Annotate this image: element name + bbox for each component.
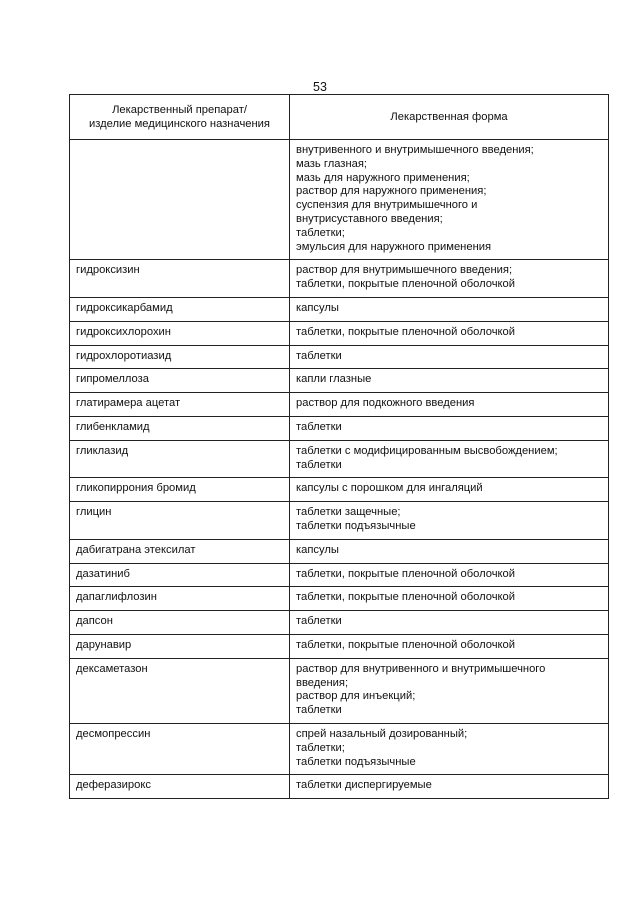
drug-name-cell xyxy=(70,658,290,723)
drug-name: дексаметазон xyxy=(76,662,148,675)
table-row xyxy=(70,611,609,635)
dosage-form-cell xyxy=(290,775,609,799)
dosage-form-line: капсулы xyxy=(296,301,339,314)
dosage-form-line: введения; xyxy=(296,676,349,689)
drug-name: гидроксикарбамид xyxy=(76,301,173,314)
header-dosage-form-line: Лекарственная форма xyxy=(390,111,508,124)
drug-name: глатирамера ацетат xyxy=(76,397,181,410)
drug-name: дазатиниб xyxy=(76,567,130,580)
drug-name-cell xyxy=(70,321,290,345)
dosage-form-line: суспензия для внутримышечного и xyxy=(296,199,478,212)
drug-name-cell xyxy=(70,345,290,369)
dosage-form-line: таблетки xyxy=(296,420,342,433)
drug-name: глицин xyxy=(76,506,112,519)
dosage-form-line: таблетки xyxy=(296,615,342,628)
dosage-form-line: мазь для наружного применения; xyxy=(296,171,470,184)
dosage-form-line: таблетки защечные; xyxy=(296,506,401,519)
table-row xyxy=(70,634,609,658)
drug-name-cell xyxy=(70,297,290,321)
dosage-form-line: таблетки, покрытые пленочной оболочкой xyxy=(296,567,516,580)
dosage-form-cell xyxy=(290,563,609,587)
dosage-form-cell xyxy=(290,502,609,540)
dosage-form-cell xyxy=(290,539,609,563)
dosage-form-line: раствор для внутримышечного введения; xyxy=(296,264,513,277)
table-header-row xyxy=(70,95,609,140)
dosage-form-line: спрей назальный дозированный; xyxy=(296,727,468,740)
dosage-form-line: капсулы с порошком для ингаляций xyxy=(296,482,483,495)
drug-name: дабигатрана этексилат xyxy=(76,543,196,556)
dosage-form-cell xyxy=(290,416,609,440)
drug-name: дарунавир xyxy=(76,638,132,651)
table-row xyxy=(70,416,609,440)
page-number: 53 xyxy=(313,80,327,94)
dosage-form-line: раствор для инъекций; xyxy=(296,690,416,703)
dosage-form-cell xyxy=(290,587,609,611)
table-row xyxy=(70,539,609,563)
dosage-form-cell xyxy=(290,393,609,417)
dosage-form-line: мазь глазная; xyxy=(296,157,368,170)
drug-name-cell xyxy=(70,478,290,502)
dosage-form-line: таблетки, покрытые пленочной оболочкой xyxy=(296,591,516,604)
dosage-form-line: внутрисуставного введения; xyxy=(296,212,443,225)
table-row xyxy=(70,297,609,321)
dosage-form-line: таблетки xyxy=(296,349,342,362)
dosage-form-cell xyxy=(290,140,609,260)
table-row xyxy=(70,140,609,260)
dosage-form-line: внутривенного и внутримышечного введения; xyxy=(296,144,534,156)
drug-name-cell xyxy=(70,563,290,587)
drug-name-cell xyxy=(70,369,290,393)
table-row xyxy=(70,345,609,369)
drug-name-cell xyxy=(70,634,290,658)
drug-name-cell xyxy=(70,723,290,774)
drug-name: гипромеллоза xyxy=(76,373,150,386)
dosage-form-cell xyxy=(290,478,609,502)
drug-name: гликлазид xyxy=(76,444,129,457)
drug-name-cell xyxy=(70,502,290,540)
drug-table xyxy=(69,94,609,799)
dosage-form-line: раствор для внутривенного и внутримышечного xyxy=(296,662,546,675)
drug-name-cell xyxy=(70,416,290,440)
dosage-form-cell xyxy=(290,723,609,774)
table-row xyxy=(70,393,609,417)
dosage-form-cell xyxy=(290,658,609,723)
table-row xyxy=(70,502,609,540)
table-row xyxy=(70,775,609,799)
table-row xyxy=(70,321,609,345)
dosage-form-line: раствор для подкожного введения xyxy=(296,397,475,410)
header-drug-name xyxy=(70,95,290,140)
drug-name-cell xyxy=(70,775,290,799)
table-row xyxy=(70,260,609,298)
table-row xyxy=(70,440,609,478)
drug-name: гидрохлоротиазид xyxy=(76,349,172,362)
table-row xyxy=(70,563,609,587)
dosage-form-line: эмульсия для наружного применения xyxy=(296,240,492,253)
drug-name: гидроксихлорохин xyxy=(76,325,171,338)
drug-name-cell xyxy=(70,611,290,635)
table-row xyxy=(70,658,609,723)
dosage-form-line: таблетки с модифицированным высвобождением; xyxy=(296,444,558,457)
dosage-form-line: таблетки xyxy=(296,704,342,717)
dosage-form-cell xyxy=(290,260,609,298)
dosage-form-cell xyxy=(290,321,609,345)
header-drug-name-line: Лекарственный препарат/ xyxy=(112,104,247,117)
table-row xyxy=(70,587,609,611)
drug-name: дапаглифлозин xyxy=(76,591,157,604)
drug-name: дапсон xyxy=(76,615,113,628)
drug-name: гидроксизин xyxy=(76,264,140,277)
dosage-form-line: капсулы xyxy=(296,543,339,556)
header-drug-name-line: изделие медицинского назначения xyxy=(89,118,270,130)
drug-name-cell xyxy=(70,539,290,563)
dosage-form-cell xyxy=(290,440,609,478)
dosage-form-line: таблетки; xyxy=(296,741,345,754)
dosage-form-line: таблетки подъязычные xyxy=(296,519,416,532)
dosage-form-line: таблетки подъязычные xyxy=(296,755,416,768)
dosage-form-cell xyxy=(290,611,609,635)
drug-name-cell xyxy=(70,393,290,417)
table-row xyxy=(70,723,609,774)
dosage-form-line: таблетки; xyxy=(296,226,345,239)
dosage-form-cell xyxy=(290,297,609,321)
drug-name: гликопиррония бромид xyxy=(76,482,196,495)
dosage-form-line: таблетки, покрытые пленочной оболочкой xyxy=(296,278,516,291)
drug-name-cell xyxy=(70,140,290,260)
dosage-form-line: раствор для наружного применения; xyxy=(296,185,487,198)
dosage-form-line: таблетки, покрытые пленочной оболочкой xyxy=(296,638,516,651)
dosage-form-cell xyxy=(290,634,609,658)
drug-name: деферазирокс xyxy=(76,779,151,792)
dosage-form-line: таблетки диспергируемые xyxy=(296,779,432,792)
drug-name-cell xyxy=(70,587,290,611)
table-row xyxy=(70,369,609,393)
drug-name: глибенкламид xyxy=(76,420,150,433)
dosage-form-line: капли глазные xyxy=(296,373,372,386)
table-row xyxy=(70,478,609,502)
dosage-form-cell xyxy=(290,369,609,393)
drug-name-cell xyxy=(70,260,290,298)
header-dosage-form xyxy=(290,95,609,140)
dosage-form-line: таблетки, покрытые пленочной оболочкой xyxy=(296,325,516,338)
drug-name-cell xyxy=(70,440,290,478)
dosage-form-line: таблетки xyxy=(296,458,342,471)
dosage-form-cell xyxy=(290,345,609,369)
drug-name: десмопрессин xyxy=(76,727,151,740)
